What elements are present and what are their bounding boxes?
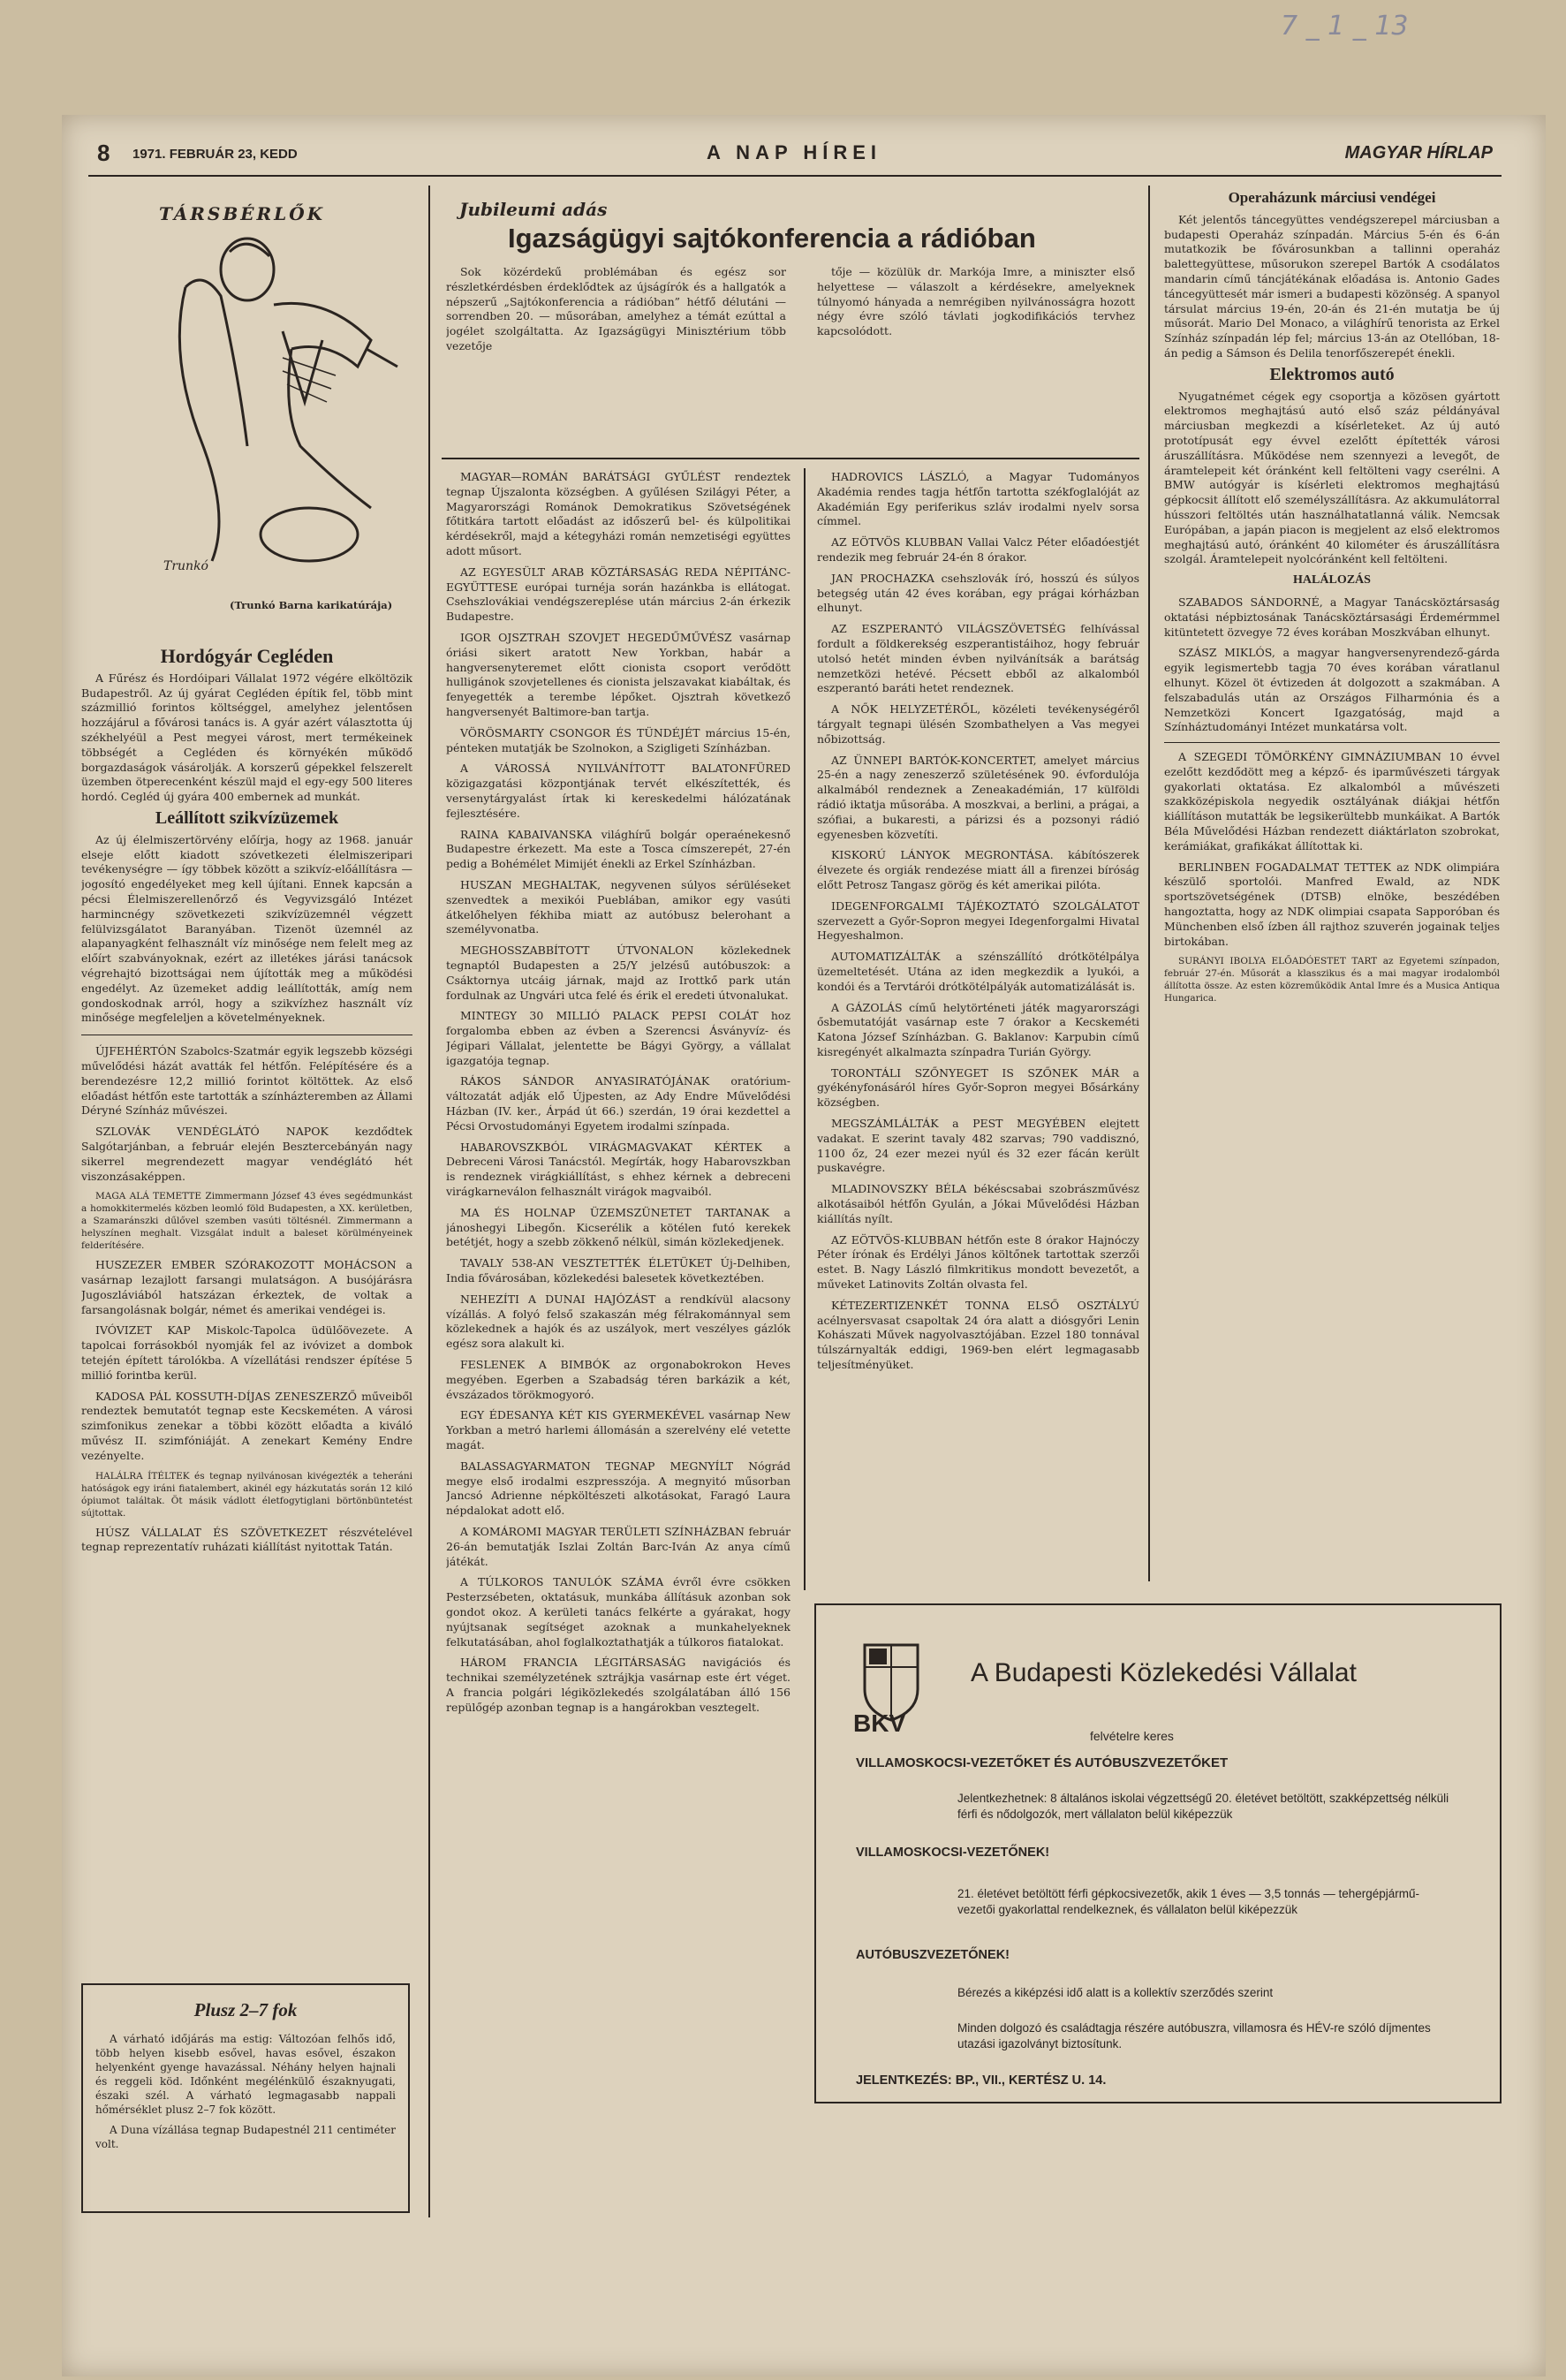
news-brief: A KOMÁROMI MAGYAR TERÜLETI SZÍNHÁZBAN február 26-án bemutatják Iszlai Zoltán Barc-Iván Az anya című játékát.: [446, 1525, 791, 1568]
news-brief: A GÁZOLÁS című helytörténeti játék magyarországi ősbemutatóját vasárnap este 7 órakor a Kecskeméti Katona József Színházban. G. Baklanov: Karpubin című kisregényét alkalmazta színpadra Turián György.: [817, 1000, 1139, 1058]
bkv-crest-icon: [851, 1636, 931, 1733]
obituary: SZABADOS SÁNDORNÉ, a Magyar Tanácsköztársaság oktatási népbiztosának Tanácsköztársasági Érdemérmmel kitüntetett özvegye 72 éves korában Moszkvában elhunyt.: [1164, 595, 1500, 639]
right-column: [1164, 186, 1500, 1590]
ad-subheading: VILLAMOSKOCSI-VEZETŐNEK!: [856, 1846, 1050, 1860]
news-brief: SZLOVÁK VENDÉGLÁTÓ NAPOK kezdődtek Salgótarjánban, a február elején Besztercebányán nagy sikerrel megrendezett magyar vendéglátó hét viszonzásaképpen.: [81, 1125, 412, 1183]
cartoon-caption: (Trunkó Barna karikatúrája): [230, 599, 393, 611]
news-brief: A TÚLKOROS TANULÓK SZÁMA évről évre csökken Pesterzsébeten, oktatásuk, munkába állításuk azonban sok gondot okoz. A kerületi tanács felkérte a gyárakat, hogy nyújtsanak segítséget azoknak a munkahelyeknek felkutatásában, ahol foglalkoztathatják a túlkoros fiatalokat.: [446, 1575, 791, 1649]
news-brief: BERLINBEN FOGADALMAT TETTEK az NDK olimpiára készülő sportolói. Manfred Ewald, az NDK sportszövetségének (DTSB) elnöke, beszédében hangoztatta, hogy az NDK olimpiai csapata Sapporóban és Münchenben első ízben áll rajthoz szuverén jogainak teljes birtokában.: [1164, 860, 1500, 948]
lead-text: tője — közülük dr. Markója Imre, a miniszter első helyettese — válaszolt a kérdésekre, amelyeknek túlnyomó hányada a nemrégiben nyilvánosságra hozott négy évre szóló távlati jogkodifikációs tervhez kapcsolódott.: [817, 265, 1135, 338]
news-brief: FESLENEK A BIMBÓK az orgonabokrokon Heves megyében. Egerben a Szabadság téren barkázik a két, évszázados törökmogyoró.: [446, 1358, 791, 1401]
news-brief: SURÁNYI IBOLYA ELŐADÓESTET TART az Egyetemi színpadon, február 27-én. Műsorát a klasszikus és a mai magyar irodalomból állította össze. Az esten közreműködik Antal Imre és a Musica Antiqua Hungarica.: [1164, 956, 1500, 1004]
weather-title: Plusz 2–7 fok: [193, 1999, 298, 2020]
news-brief: MAGA ALÁ TEMETTE Zimmermann József 43 éves segédmunkást a homokkitermelés közben leomló föld Budapesten, a XX. kerületben, a Szamaránszki dűlővel szemben vasúti töltésnél. Zimmermann a helyszínen meghalt. Vizsgálat indult a baleset körülményeinek felderítésére.: [81, 1191, 412, 1252]
ad-subheading: AUTÓBUSZVEZETŐNEK!: [856, 1948, 1010, 1962]
news-brief: EGY ÉDESANYA KÉT KIS GYERMEKÉVEL vasárnap New Yorkban a metró harlemi állomásán a szerelvény elé vetette magát.: [446, 1408, 791, 1452]
article-body: Két jelentős táncegyüttes vendégszerepel márciusban a budapesti Operaház színpadán. Március 5-én és 6-án mutatkozik be fővárosunkban a tallinni operaház balettegyüttese, műsorukon szerepel Bartók A csodálatos mandarin című táncjátékának előadása is. Antonio Gades táncegyüttesét már ismeri a budapesti közönség. A spanyol társulat március 19-én, 20-án és 21-én mutatja be új műsorát. Mario Del Monaco, a világhírű tenorista az Erkel Színház színpadán lép fel; március 13-án az Otellóban, 18-án pedig a Sámson és Delila tenorfőszerepét énekli.: [1164, 212, 1500, 360]
news-brief: HADROVICS LÁSZLÓ, a Magyar Tudományos Akadémia rendes tagja hétfőn tartotta székfoglalóját az Akadémián Egy periferikus szláv irodalmi nyelv sorsa címmel.: [817, 470, 1139, 528]
section-title: A NAP HÍREI: [707, 141, 882, 163]
article-title: Elektromos autó: [1269, 364, 1395, 384]
bkv-logo-text: BKV: [853, 1709, 906, 1733]
bkv-advertisement: [814, 1603, 1502, 2103]
column-rule: [804, 468, 806, 1590]
lead-right: [817, 265, 1135, 451]
news-brief: HÚSZ VÁLLALAT ÉS SZÖVETKEZET részvételével tegnap reprezentatív ruházati kiállítást nyitottak Tatán.: [81, 1525, 412, 1554]
news-brief: HUSZEZER EMBER SZÓRAKOZOTT MOHÁCSON a vasárnap lezajlott farsangi mulatságon. A busójárásra Jugoszláviából hatszázan érkeztek, de voltak a farsangolásnak bolgár, német és amerikai vendégei is.: [81, 1258, 412, 1316]
ad-text: Minden dolgozó és családtagja részére autóbuszra, villamosra és HÉV-re szóló díjmentes utazási igazolványt biztosítunk.: [957, 2021, 1431, 2050]
issue-date: 1971. FEBRUÁR 23, KEDD: [132, 147, 298, 162]
cartoon-signature: Trunkó: [163, 559, 208, 573]
newspaper-name: MAGYAR HÍRLAP: [1344, 143, 1493, 163]
news-brief: HALÁLRA ÍTÉLTEK és tegnap nyilvánosan kivégezték a teheráni hatóságok egy iráni fiatalembert, akinél egy házkutatás során 12 kiló ópiumot találtak. Öt másik vádlott életfogytiglani börtönbüntetést sújtottak.: [81, 1470, 412, 1519]
news-brief: KADOSA PÁL KOSSUTH-DÍJAS ZENESZERZŐ műveiből rendeztek bemutatót tegnap este Kecskeméten. A városi szimfonikus zenekar a többi között előadta a kiváló művész II. szimfóniáját. A zenekart Kemény Endre vezényelte.: [81, 1389, 412, 1462]
cartoon-title: TÁRSBÉRLŐK: [159, 203, 326, 224]
cartoon-drawing: [150, 216, 415, 579]
center-column-a: [446, 470, 791, 2215]
article-title: Hordógyár Cegléden: [160, 645, 334, 667]
article-body: Nyugatnémet cégek egy csoportja a közösen gyártott elektromos meghajtású autó első száz példányával márciusban megkezdi a kísérleteket. Az új autó prototípusát egy évvel ezelőtt építették városi áruszállításra. Működése nem szennyezi a levegőt, de áramtelepeit két óránként kell feltölteni vagy cserélni. A BMW autógyár is kísérleti elektromos meghajtású gépkocsit állított elő személyszállításra. Az akkumulátorral hússzori feltöltés után használhatatlanná válik. Nemcsak Európában, a japán piacon is megjelent az első elektromos meghajtású autó, óránként 40 kilométer és áruszállításra szolgál. Áramtelepeit nyolcóránként kell feltölteni.: [1164, 389, 1500, 566]
news-brief: MEGSZÁMLÁLTÁK a PEST MEGYÉBEN elejtett vadakat. E szerint tavaly 482 szarvas; 790 vaddisznó, 1100 őz, 24 ezer mezei nyúl és 32 ezer fácán került puskavégre.: [817, 1117, 1139, 1175]
article-body: A Fűrész és Hordóipari Vállalat 1972 végére elköltözik Budapestről. Az új gyárat Cegléden építik fel, több mint százmillió forintos költséggel, amelyhez jelentősen hozzájárul a fővárosi tanács is. A gyár azért választotta új székhelyéül a Pest megyei várost, mert termékeinek többségét a Cegléden és környékén működő borgazdaságok vásárolják. A korszerű gépekkel felszerelt üzemben ötperecenként készül majd el egy-egy 500 literes hordó. Cegléd új gyára 400 embernek ad munkát.: [81, 671, 412, 804]
news-brief: AZ EÖTVÖS-KLUBBAN hétfőn este 8 órakor Hajnóczy Péter írónak és Erdélyi János költőnek tartottak szerzői estet. B. Nagy László filmkritikus mondott bevezetőt, a műveket Latinovits Zoltán olvasta fel.: [817, 1232, 1139, 1292]
news-brief: BALASSAGYARMATON TEGNAP MEGNYÍLT Nógrád megye első irodalmi eszpresszója. A megnyitó műsorban Jancsó Adrienne népköltészeti alkotásokat, Faragó Laura népdalokat adott elő.: [446, 1459, 791, 1518]
news-brief: HUSZAN MEGHALTAK, negyvenen súlyos sérüléseket szenvedtek a mexikói Pueblában, amikor egy vasúti átkelőhelyen fékhiba miatt az autóbusz belerohant a személyvonatba.: [446, 877, 791, 936]
news-brief: NEHEZÍTI A DUNAI HAJÓZÁST a rendkívül alacsony vízállás. A folyó felső szakaszán még félrakománnyal sem közlekednek a hajók és az uszályok, mert veszélyes gázlók egész sora alakult ki.: [446, 1292, 791, 1351]
news-brief: A VÁROSSÁ NYILVÁNÍTOTT BALATONFÜRED közigazgatási központjának tervét elkészítették, és versenytárgyalást írtak ki kereskedelmi hálózatának fejlesztésére.: [446, 762, 791, 820]
weather-box: [81, 1983, 410, 2213]
ad-text: 21. életévet betöltött férfi gépkocsivezetők, akik 1 éves — 3,5 tonnás — tehergépjármű-vezetői gyakorlattal rendelkeznek, és vállalaton belül kiképezzük: [957, 1887, 1420, 1916]
news-brief: A SZEGEDI TÖMÖRKÉNY GIMNÁZIUMBAN 10 évvel ezelőtt kezdődött meg a képző- és iparművészeti tárgyak gyakorlati oktatása. Ez alkalomból a művészeti szakközépiskola negyedik osztályának diákjai hétfőn kiállításon mutatták be legsikerültebb munkáikat. A Bartók Béla Művelődési Házban rendezett diáktárlaton szobrokat, kerámiákat, grafikákat állítottak ki.: [1164, 750, 1500, 853]
pencil-note: 7 _ 1 _ 13: [1281, 11, 1409, 42]
ad-company: A Budapesti Közlekedési Vállalat: [971, 1658, 1357, 1687]
section-rule: [442, 458, 1139, 459]
news-brief: ÚJFEHÉRTÓN Szabolcs-Szatmár egyik legszebb községi művelődési házát avatták fel hétfőn. Felépítésére és a berendezésre 12,2 millió forintot költöttek. Az első előadást hétfőn este tartották a színházteremben az Állami Déryné Színház művészei.: [81, 1044, 412, 1118]
masthead: [88, 140, 1502, 177]
weather-text: A várható időjárás ma estig: Változóan felhős idő, több helyen kisebb esővel, havas esővel, északon helyenként gyenge havazással. Néhány helyen hajnali és reggeli köd. Időnként megélénkülő északnyugati, északi szél. A várható legmagasabb nappali hőmérséklet plusz 2–7 fok között.: [95, 2033, 396, 2116]
divider: [1164, 742, 1500, 743]
news-brief: VÖRÖSMARTY CSONGOR ÉS TÜNDÉJÉT március 15-én, pénteken mutatják be Szolnokon, a Szigligeti Színházban.: [446, 725, 791, 754]
news-brief: MLADINOVSZKY BÉLA békéscsabai szobrászművész alkotásaiból hétfőn Gyulán, a Jókai Művelődési Házban kiállítás nyílt.: [817, 1182, 1139, 1225]
news-brief: AZ ESZPERANTÓ VILÁGSZÖVETSÉG felhívással fordult a földkerekség eszperantistáihoz, hogy február utolsó hetét minden évben nyilvánítsák a barátság nemzetközi hetévé. Pécsett ebből az alkalomból eszperantó baráti hetet rendeznek.: [817, 622, 1139, 695]
article-title: Operaházunk márciusi vendégei: [1228, 189, 1436, 206]
news-brief: RÁKOS SÁNDOR ANYASIRATÓJÁNAK oratórium-változatát adják elő Újpesten, az Ady Endre Művelődési Házban (IV. ker., Árpád út 66.) szerdán, 19 órai kezdettel a Pécsi Orvostudományi Egyetem irodalmi színpada.: [446, 1074, 791, 1133]
news-brief: MINTEGY 30 MILLIÓ PALACK PEPSI COLÁT hoz forgalomba ebben az évben a Szerencsi Ásványvíz- és Jégipari Vállalat, jelentette be Bágyi György, a vállalat igazgatója tegnap.: [446, 1009, 791, 1067]
ad-contact: JELENTKEZÉS: BP., VII., KERTÉSZ U. 14.: [856, 2073, 1107, 2088]
weather-extra: A Duna vízállása tegnap Budapestnél 211 centiméter volt.: [95, 2124, 396, 2150]
news-brief: MA ÉS HOLNAP ÜZEMSZÜNETET TARTANAK a jánoshegyi Libegőn. Kicserélik a kötélen futó kerekek betétjét, hogy a szebb zökkenő nélkül, simán közlekedjenek.: [446, 1205, 791, 1249]
article-title: Leállított szikvízüzemek: [155, 807, 339, 828]
news-brief: KÉTEZERTIZENKÉT TONNA ELSŐ OSZTÁLYÚ acélnyersvasat csapoltak 24 óra alatt a diósgyőri Lenin Kohászati Művek nagyolvasztójában. Ezzel 180 tonnával túlszárnyalták eddigi, 1969-ben elért legmagasabb teljesítményüket.: [817, 1298, 1139, 1372]
left-column: [81, 623, 412, 1979]
column-rule: [1148, 186, 1150, 1581]
news-brief: AZ EÖTVÖS KLUBBAN Vallai Valcz Péter előadóestjét rendezik meg február 24-én 8 órakor.: [817, 535, 1139, 564]
news-brief: IGOR OJSZTRAH SZOVJET HEGEDŰMŰVÉSZ vasárnap óriási sikert aratott New Yorkban, habár a hangversenyteremet előtt cionista csoport verődött hulligánok szovjetellenes és cionista jelszavakat kiabáltak, és fenyegették a terembe lépőket. Ojsztrah következő hangversenyét Baltimore-ban tartja.: [446, 630, 791, 718]
news-brief: KISKORÚ LÁNYOK MEGRONTÁSA. kábítószerek élvezete és orgiák rendezése miatt áll a firenzei bíróság előtt Petrosz Tangasz görög és két amerikai pilóta.: [817, 848, 1139, 891]
news-brief: AZ ÜNNEPI BARTÓK-KONCERTET, amelyet március 25-én a nagy zeneszerző születésének 90. évfordulója alkalmából rendeznek a Zeneakadémián, 17 külföldi rádió iktatja műsorába. A moszkvai, a berlini, a prágai, a szófiai, a bukaresti, a párizsi és a pozsonyi rádió egyenesben közvetíti.: [817, 753, 1139, 841]
column-rule: [428, 186, 430, 2217]
news-brief: A NŐK HELYZETÉRŐL, közéleti tevékenységéről tárgyalt tegnapi ülésén Szombathelyen a Vas megyei nőbizottság.: [817, 702, 1139, 746]
article-body: Az új élelmiszertörvény előírja, hogy az 1968. január elseje előtt kiadott szóvetkezeti élelmiszeripari tevékenységre — így többek között a szikvíz-előállításra — jogosító engedélyeket meg kell újítani. Ennek kapcsán a pécsi Élelmiszerellenőrző és Vegyvizsgáló Intézet harmincnégy szövetkezeti szikvízüzemnél végzett felülvizsgálatot Baranyában. Tizenöt üzemnél az alapanyagként felhasznált víz minősége nem felelt meg az előírt szabványoknak, ezért az illetékes járási tanácsok végrehajtó bizottságai nem újították meg a működési engedélyt. Az üzemeket addig leállították, amíg nem gondoskodnak arról, hogy a szikvízhez használt víz minősége megfeleljen a követelményeknek.: [81, 832, 412, 1025]
news-brief: RAINA KABAIVANSKA világhírű bolgár operaénekesnő Budapestre érkezett. Ma este a Tosca címszerepét, 27-én pedig a Bohémélet Mimijét énekli az Erkel Színházban.: [446, 827, 791, 871]
center-column-b: [817, 470, 1139, 1588]
news-brief: MEGHOSSZABBÍTOTT ÚTVONALON közlekednek tegnaptól Budapesten a 25/Y jelzésű autóbuszok: a Csáktornya utcáig járnak, majd az Irottkő park után fordulnak az Ungvári utca felé és érik el eredeti útvonalukat.: [446, 944, 791, 1002]
weather-body: [95, 2032, 396, 2157]
news-brief: JAN PROCHAZKA csehszlovák író, hosszú és súlyos betegség után 42 éves korában, egy prágai kórházban elhunyt.: [817, 571, 1139, 615]
ad-text: Bérezés a kiképzési idő alatt is a kollektív szerződés szerint: [957, 1986, 1274, 1999]
news-brief: HÁROM FRANCIA LÉGITÁRSASÁG navigációs és technikai személyzetének sztrájkja vasárnap este ért véget. A francia polgári légiközlekedés szolgálatában álló 156 repülőgép azonban tegnap is a hangárokban vesztegelt.: [446, 1656, 791, 1714]
news-brief: TORONTÁLI SZŐNYEGET IS SZŐNEK MÁR a gyékényfonásáról híres Győr-Sopron megyei Bősárkány községben.: [817, 1065, 1139, 1110]
obituary-title: HALÁLOZÁS: [1293, 573, 1371, 587]
lead-text: Sok közérdekű problémában és egész sor részletkérdésben érdeklődtek az újságírók és a hallgatók a népszerű „Sajtókonferencia a rádióban” hétfő délutáni — sorrendben 20. — műsorában, amelyhez a témát ezúttal a jogélet szolgáltatta. Az Igazságügyi Minisztérium több vezetője: [446, 265, 786, 352]
ad-heading: VILLAMOSKOCSI-VEZETŐKET ÉS AUTÓBUSZVEZETŐKET: [856, 1755, 1229, 1770]
obituary: SZÁSZ MIKLÓS, a magyar hangversenyrendező-gárda egyik legismertebb tagja 70 éves korában váratlanul elhunyt. Közel öt évtizeden át dolgozott a szakmában. A felszabadulás után az Országos Filharmónia és a Nemzetközi Koncert Igazgatóság, majd a Színháztudományi Intézet munkatársa volt.: [1164, 646, 1500, 734]
news-brief: HABAROVSZKBÓL VIRÁGMAGVAKAT KÉRTEK a Debreceni Városi Tanácstól. Megírták, hogy Habarovszkban is rendeznek virágkiállítást, s ehhez kérnek a debreceni virágkarneválon felhasznált virágok magvaiból.: [446, 1140, 791, 1199]
headline: Igazságügyi sajtókonferencia a rádióban: [508, 223, 1036, 254]
page-number: 8: [97, 140, 110, 166]
ad-text: Jelentkezhetnek: 8 általános iskolai végzettségű 20. életévet betöltött, szakképzettség nélküli férfi és nődolgozók, mert vállalaton belül kiképezzük: [957, 1792, 1449, 1821]
news-brief: IDEGENFORGALMI TÁJÉKOZTATÓ SZOLGÁLATOT szervezett a Győr-Sopron megyei Idegenforgalmi Hivatal Hegyeshalmon.: [817, 898, 1139, 943]
news-brief: IVÓVIZET KAP Miskolc-Tapolca üdülőövezete. A tapolcai forrásokból nyomják fel az ivóvizet a dombok tetején épített tárolókba. A vízellátási rendszer építése 5 millió forintba kerül.: [81, 1323, 412, 1382]
kicker: Jubileumi adás: [459, 199, 608, 220]
news-brief: AZ EGYESÜLT ARAB KÖZTÁRSASÁG REDA NÉPITÁNC-EGYÜTTESE európai turnéja során hazánkba is ellátogat. Csehszlovákiai vendégszereplése után március 2-án érkezik Budapestre.: [446, 565, 791, 624]
news-brief: TAVALY 538-AN VESZTETTÉK ÉLETÜKET Új-Delhiben, India fővárosában, közlekedési balesetek következtében.: [446, 1256, 791, 1285]
news-brief: AUTOMATIZÁLTÁK a szénszállító drótkötélpálya üzemeltetését. Utána az iden megkezdik a lyukói, a kondói és a Tervtárói drótkötélpályák automatizálását is.: [817, 950, 1139, 993]
ad-intro: felvételre keres: [1090, 1729, 1174, 1743]
news-brief: MAGYAR—ROMÁN BARÁTSÁGI GYŰLÉST rendeztek tegnap Újszalonta községben. A gyűlésen Szilágyi Péter, a Magyarországi Románok Demokratikus Szövetségének főtitkára tartott előadást az időszerű bel- és külpolitikai kérdésekről, majd a kétegyházi román nemzetiségi együttes adott műsort.: [446, 470, 791, 557]
lead-left: [446, 265, 786, 451]
